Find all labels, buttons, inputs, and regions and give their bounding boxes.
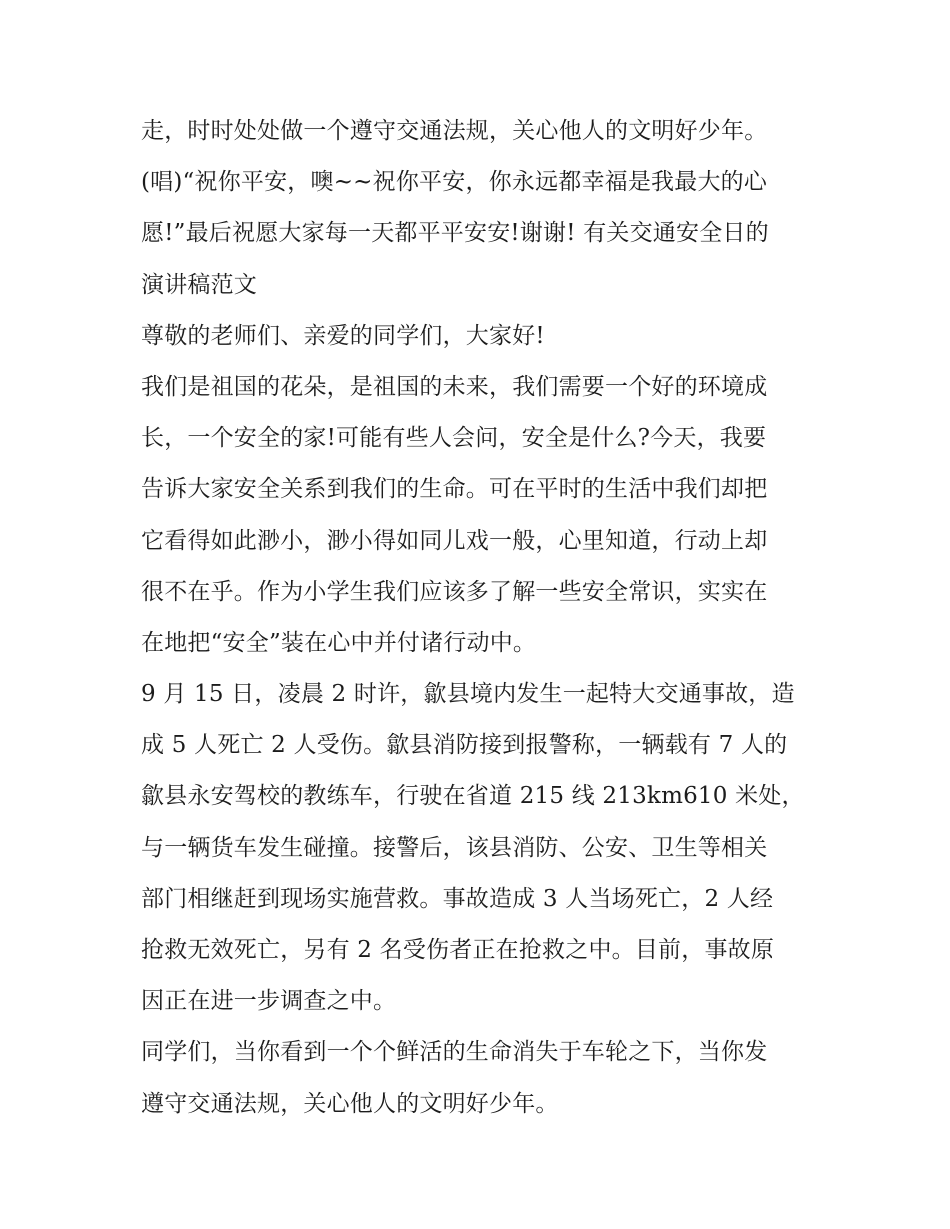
- text-line: 成 5 人死亡 2 人受伤。歙县消防接到报警称，一辆载有 7 人的: [141, 732, 788, 759]
- text-line: (唱)“祝你平安，噢~~祝你平安，你永远都幸福是我最大的心: [141, 169, 768, 196]
- text-line: 歙县永安驾校的教练车，行驶在省道 215 线 213km610 米处，: [141, 783, 805, 810]
- speech-text: [141, 106, 831, 1130]
- text-line: 因正在进一步调查之中。: [141, 988, 397, 1015]
- salutation-line: 尊敬的老师们、亲爱的同学们，大家好!: [141, 322, 545, 349]
- text-line: 与一辆货车发生碰撞。接警后，该县消防、公安、卫生等相关: [141, 834, 768, 861]
- text-line: 它看得如此渺小，渺小得如同儿戏一般，心里知道，行动上却: [141, 527, 768, 554]
- text-line: 愿!”最后祝愿大家每一天都平平安安!谢谢! 有关交通安全日的: [141, 220, 769, 247]
- text-line: 在地把“安全”装在心中并付诸行动中。: [141, 629, 537, 656]
- text-line: 长，一个安全的家!可能有些人会问，安全是什么?今天，我要: [141, 425, 767, 452]
- text-line: 9 月 15 日，凌晨 2 时许，歙县境内发生一起特大交通事故，造: [141, 681, 795, 708]
- text-line: 抢救无效死亡，另有 2 名受伤者正在抢救之中。目前，事故原: [141, 937, 775, 963]
- text-line: 很不在乎。作为小学生我们应该多了解一些安全常识，实实在: [141, 578, 768, 605]
- text-line: 我们是祖国的花朵，是祖国的未来，我们需要一个好的环境成: [141, 373, 768, 400]
- text-line: 部门相继赶到现场实施营救。事故造成 3 人当场死亡，2 人经: [141, 885, 774, 912]
- section-title-line: 演讲稿范文: [141, 271, 257, 298]
- text-line: 遵守交通法规，关心他人的文明好少年。: [141, 1090, 559, 1117]
- text-line: 同学们，当你看到一个个鲜活的生命消失于车轮之下，当你发: [141, 1039, 768, 1066]
- text-line: 告诉大家安全关系到我们的生命。可在平时的生活中我们却把: [141, 476, 768, 503]
- text-line: 走，时时处处做一个遵守交通法规，关心他人的文明好少年。: [141, 118, 768, 144]
